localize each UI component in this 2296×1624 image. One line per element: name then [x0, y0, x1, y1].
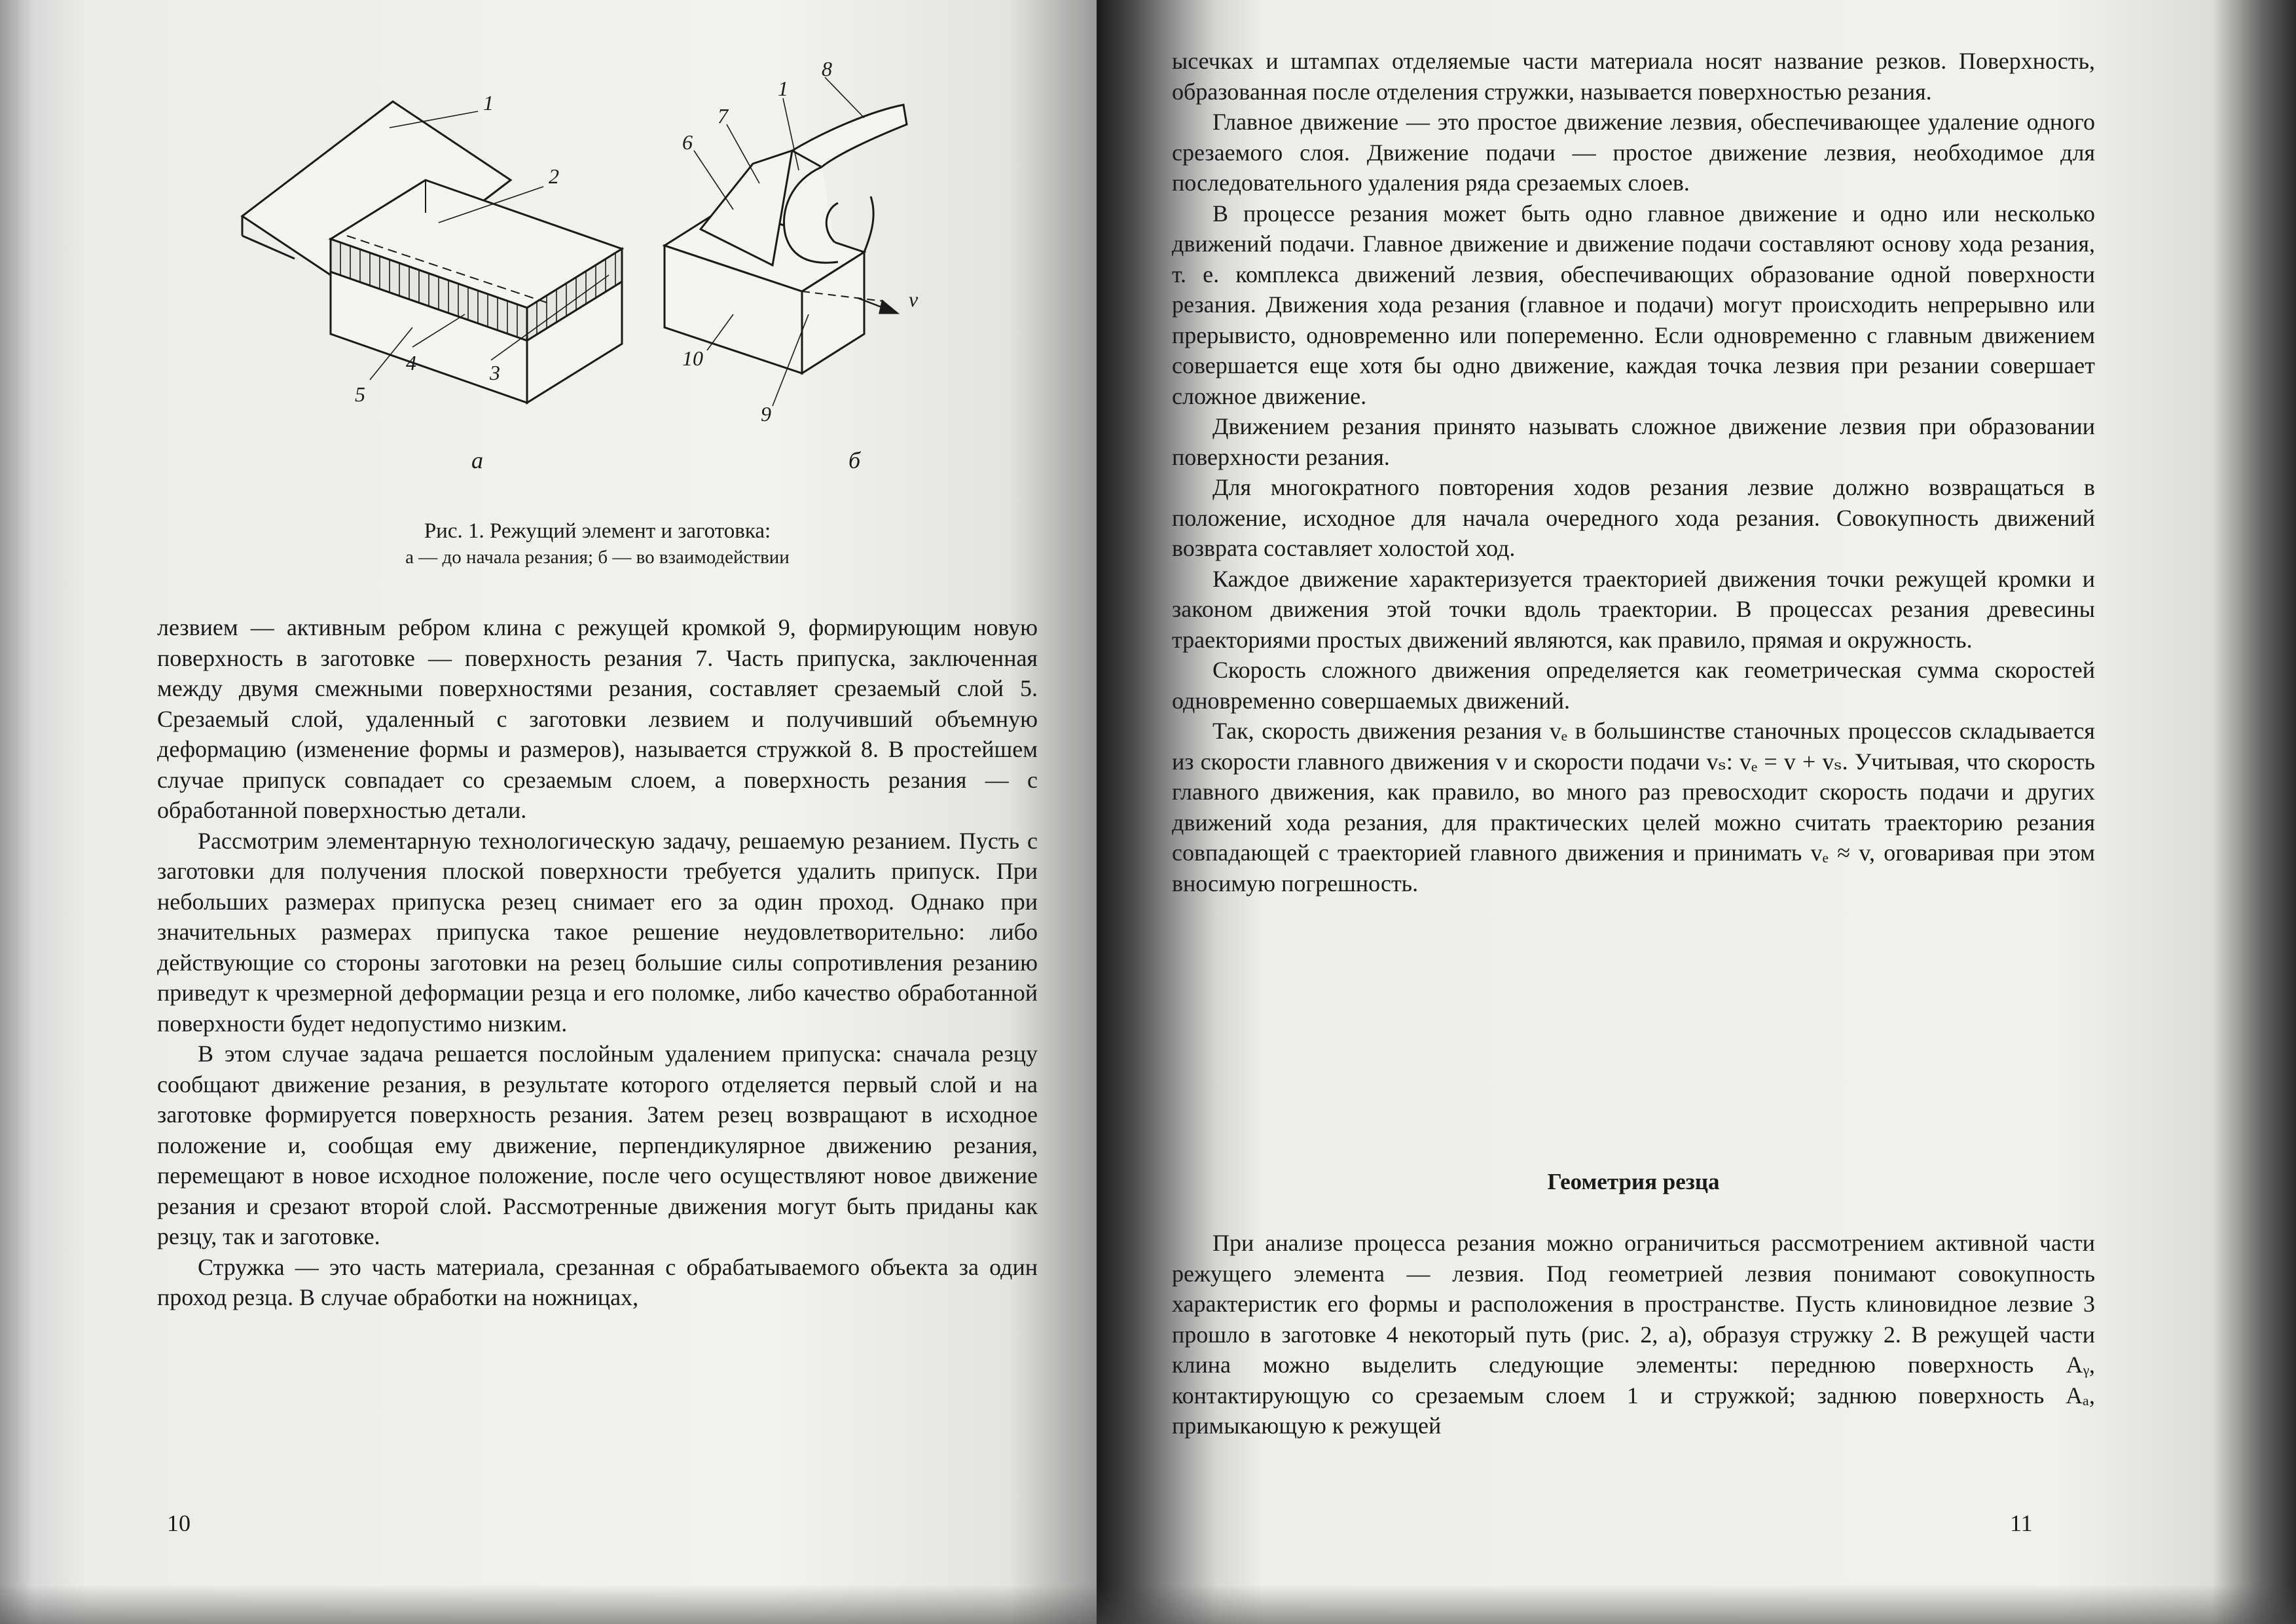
callout-b-10: 10	[682, 346, 703, 370]
paragraph: В процессе резания может быть одно главное движение и одно или несколько движений подачи. Главное движение и движение подачи составляют основу хода резания, т. е. комплекса движений лезвия, обеспечивающих образование одной поверхности резания. Движения хода резания (главное и подачи) могут происходить непрерывно или прерывисто, одновременно или попеременно. Если одновременно с главным движением совершается еще хотя бы одно движение, каждая точка лезвия при резании совершает сложное движение.	[1172, 200, 2095, 409]
callout-a-2: 2	[549, 164, 559, 188]
callout-b-9: 9	[761, 402, 771, 426]
caption-sub: а — до начала резания; б — во взаимодействии	[405, 547, 790, 568]
right-body-text	[1172, 46, 2095, 898]
diagram-a	[242, 101, 622, 403]
sublabel-b: б	[848, 447, 861, 473]
callout-b-7: 7	[718, 104, 728, 128]
callout-a-1: 1	[483, 91, 494, 115]
callout-a-4: 4	[406, 351, 416, 375]
left-page	[0, 0, 1097, 1624]
callout-a-5: 5	[355, 382, 365, 406]
page-number-right: 11	[2010, 1510, 2033, 1536]
section-heading-block	[1172, 1169, 2095, 1195]
chip-b	[792, 105, 907, 167]
callout-b-v: v	[909, 287, 919, 311]
callout-b-8: 8	[822, 57, 832, 81]
right-body-text-bottom	[1172, 1228, 2095, 1441]
paragraph: ысечках и штампах отделяемые части материала носят название резков. Поверхность, образованная после отделения стружки, называется поверхностью резания.	[1172, 48, 2095, 105]
paragraph: Главное движение — это простое движение лезвия, обеспечивающее удаление одного срезаемого слоя. Движение подачи — простое движение лезвия, необходимое для последовательного удаления ряда срезаемых слоев.	[1172, 109, 2095, 196]
paragraph: Движением резания принято называть сложное движение лезвия при образовании поверхности резания.	[1172, 413, 2095, 470]
caption-title: Рис. 1. Режущий элемент и заготовка:	[424, 519, 771, 543]
figure-caption	[157, 517, 1038, 570]
right-page	[1097, 0, 2296, 1624]
paragraph: При анализе процесса резания можно ограничиться рассмотрением активной части режущего элемента — лезвия. Под геометрией лезвия понимают совокупность характеристик его формы и расположения в пространстве. Пусть клиновидное лезвие 3 прошло в заготовке 4 некоторый путь (рис. 2, а), образуя стружку 2. В режущей части клина можно выделить следующие элементы: переднюю поверхность Aᵧ, контактирующую со срезаемым слоем 1 и стружкой; заднюю поверхность Aₐ, примыкающую к режущей	[1172, 1230, 2095, 1439]
callout-b-1: 1	[778, 77, 788, 100]
paragraph: Стружка — это часть материала, срезанная с обрабатываемого объекта за один проход резца. В случае обработки на ножницах,	[157, 1253, 1038, 1310]
paragraph: Каждое движение характеризуется траекторией движения точки режущей кромки и законом движения этой точки вдоль траектории. В процессах резания древесины траекториями простых движений являются, как правило, прямая и окружность.	[1172, 565, 2095, 653]
paragraph: Рассмотрим элементарную технологическую задачу, решаемую резанием. Пусть с заготовки для получения плоской поверхности требуется удалить припуск. При небольших размерах припуска резец снимает его за один проход. Однако при значительных размерах припуска такое решение неудовлетворительно: либо действующие со стороны заготовки на резец большие силы сопротивления резанию приведут к чрезмерной деформации резца и его поломке, либо качество обработанной поверхности будет недопустимо низким.	[157, 827, 1038, 1037]
paragraph: Так, скорость движения резания vₑ в большинстве станочных процессов складывается из скорости главного движения v и скорости подачи vₛ: vₑ = v + vₛ. Учитывая, что скорость главного движения, как правило, во много раз превосходит скорость подачи и других движений хода резания, для практических целей можно считать траекторию резания совпадающей с траекторией главного движения и принимать vₑ ≈ v, оговаривая при этом вносимую погрешность.	[1172, 718, 2095, 896]
sublabel-a: а	[471, 447, 483, 473]
paragraph: Скорость сложного движения определяется как геометрическая сумма скоростей одновременно совершаемых движений.	[1172, 657, 2095, 714]
callout-b-6: 6	[682, 130, 693, 154]
paragraph: Для многократного повторения ходов резания лезвие должно возвращаться в положение, исходное для начала очередного хода резания. Совокупность движений возврата составляет холостой ход.	[1172, 474, 2095, 561]
page-number-left: 10	[167, 1510, 191, 1536]
section-heading: Геометрия резца	[1547, 1169, 1720, 1194]
callout-a-3: 3	[490, 361, 500, 384]
figure-cutting-element	[216, 39, 995, 511]
paragraph: лезвием — активным ребром клина с режущей кромкой 9, формирующим новую поверхность в заготовке — поверхность резания 7. Часть припуска, заключенная между двумя смежными поверхностями резания, составляет срезаемый слой 5. Срезаемый слой, удаленный с заготовки лезвием и получивший объемную деформацию (изменение формы и размеров), называется стружкой 8. В простейшем случае припуск совпадает со срезаемым слоем, а поверхность резания — с обработанной поверхностью детали.	[157, 614, 1038, 823]
paragraph: В этом случае задача решается послойным удалением припуска: сначала резцу сообщают движение резания, в результате которого отделяется первый слой и на заготовке формируется поверхность резания. Затем резец возвращают в исходное положение и, сообщая ему движение, перпендикулярное движению резания, перемещают в новое исходное положение, после чего осуществляют новое движение резания и срезают второй слой. Рассмотренные движения могут быть приданы как резцу, так и заготовке.	[157, 1041, 1038, 1249]
left-body-text	[157, 612, 1038, 1313]
